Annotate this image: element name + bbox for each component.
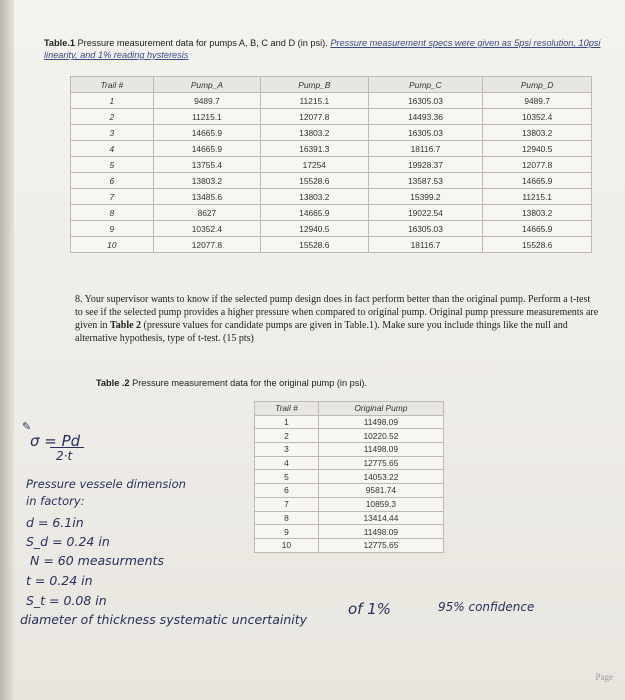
table2-cell: 12775.65 — [318, 456, 443, 470]
table1-cell: 16305.03 — [368, 93, 483, 109]
table1-caption-text: Pressure measurement data for pumps A, B, C and D (in psi). — [74, 38, 328, 48]
handwritten-percent: of 1% — [348, 600, 392, 618]
table2-cell: 1 — [255, 415, 319, 429]
table1-col-0: Trail # — [71, 77, 154, 93]
table-row — [71, 189, 592, 205]
handwritten-n: N = 60 measurments — [30, 553, 164, 568]
table1-cell: 6 — [71, 173, 154, 189]
handwritten-vessel-line2: in factory: — [26, 494, 85, 508]
table1-header-row — [71, 77, 592, 93]
table-row — [71, 157, 592, 173]
table-row — [255, 525, 444, 539]
table2-col-0: Trail # — [255, 402, 319, 416]
handwritten-stress-formula: σ = Pd — [30, 432, 81, 450]
table1-cell: 14665.9 — [261, 205, 368, 221]
table-row — [71, 109, 592, 125]
question-8 — [75, 293, 600, 345]
table1-col-2: Pump_B — [261, 77, 368, 93]
table1-cell: 13755.4 — [153, 157, 260, 173]
table-row — [71, 93, 592, 109]
table1-cell: 9489.7 — [483, 93, 592, 109]
page-edge-shadow — [0, 0, 14, 700]
table2-col-1: Original Pump — [318, 402, 443, 416]
table1-cell: 4 — [71, 141, 154, 157]
fraction-bar — [50, 447, 84, 448]
table2-caption — [96, 378, 367, 388]
table1-cell: 11215.1 — [153, 109, 260, 125]
handwritten-confidence: 95% confidence — [438, 600, 535, 614]
table2-cell: 12775.65 — [318, 538, 443, 552]
table1-cell: 19928.37 — [368, 157, 483, 173]
table-row — [71, 221, 592, 237]
table1-col-3: Pump_C — [368, 77, 483, 93]
table1-cell: 9489.7 — [153, 93, 260, 109]
table-row — [255, 429, 444, 443]
table1-cell: 12077.8 — [153, 237, 260, 253]
table1-cell: 12940.5 — [483, 141, 592, 157]
table1-cell: 13803.2 — [483, 205, 592, 221]
table1-cell: 13803.2 — [261, 125, 368, 141]
table-row — [255, 456, 444, 470]
table1-cell: 11215.1 — [261, 93, 368, 109]
table-row — [71, 173, 592, 189]
table1-cell: 13587.53 — [368, 173, 483, 189]
table1-col-4: Pump_D — [483, 77, 592, 93]
table-row — [255, 511, 444, 525]
table2-cell: 10220.52 — [318, 429, 443, 443]
table1-cell: 14665.9 — [153, 141, 260, 157]
question-table-ref: Table 2 — [110, 320, 142, 331]
table1-cell: 13485.6 — [153, 189, 260, 205]
table1-body — [71, 93, 592, 253]
table1-cell: 18116.7 — [368, 141, 483, 157]
table1-cell: 16391.3 — [261, 141, 368, 157]
question-text: 8. Your supervisor wants to know if the selected pump design does in fact perform better than the original pump. Perform a t-test to see if the selected pump provides a higher pressure when compared to original pump. Original pump pressure measurements are given in — [75, 294, 599, 331]
table1-cell: 12077.8 — [483, 157, 592, 173]
table2-cell: 9 — [255, 525, 319, 539]
handwritten-sd: S_d = 0.24 in — [26, 534, 110, 549]
handwritten-scribble-icon: ✎ — [22, 420, 32, 433]
table1-cell: 8 — [71, 205, 154, 221]
table1-specs-note: Pressure measurement specs were given as 5psi resolution, 10psi linearity, and 1% reading hysteresis — [44, 38, 601, 60]
table1-caption-label: Table.1 — [44, 38, 75, 48]
table2-caption-label: Table .2 — [96, 378, 130, 388]
table2-caption-text: Pressure measurement data for the original pump (in psi). — [129, 378, 367, 388]
table1-cell: 1 — [71, 93, 154, 109]
handwritten-vessel-line1: Pressure vessele dimension — [26, 477, 186, 491]
table1-cell: 16305.03 — [368, 125, 483, 141]
table1-cell: 10352.4 — [483, 109, 592, 125]
table2-cell: 3 — [255, 443, 319, 457]
handwritten-thickness: t = 0.24 in — [26, 573, 93, 588]
table-row — [71, 237, 592, 253]
table1-cell: 10 — [71, 237, 154, 253]
table1-cell: 12077.8 — [261, 109, 368, 125]
table-row — [255, 415, 444, 429]
table1-cell: 2 — [71, 109, 154, 125]
table1-cell: 7 — [71, 189, 154, 205]
handwritten-uncertainty: diameter of thickness systematic uncertainity — [20, 612, 308, 627]
table-row — [255, 497, 444, 511]
table-row — [255, 470, 444, 484]
table2-cell: 8 — [255, 511, 319, 525]
table1-cell: 14665.9 — [483, 173, 592, 189]
table1-cell: 15528.6 — [261, 237, 368, 253]
table2-cell: 7 — [255, 497, 319, 511]
table1-cell: 15528.6 — [261, 173, 368, 189]
table-row — [255, 484, 444, 498]
table2-cell: 11498.09 — [318, 415, 443, 429]
table-row — [71, 141, 592, 157]
table1-cell: 14665.9 — [483, 221, 592, 237]
table2-cell: 6 — [255, 484, 319, 498]
table2 — [254, 401, 444, 553]
table2-cell: 11498.09 — [318, 525, 443, 539]
table2-cell: 11498.09 — [318, 443, 443, 457]
table1-cell: 14665.9 — [153, 125, 260, 141]
table-row — [255, 538, 444, 552]
table2-header-row — [255, 402, 444, 416]
table1-cell: 11215.1 — [483, 189, 592, 205]
table1-cell: 12940.5 — [261, 221, 368, 237]
table1-cell: 14493.36 — [368, 109, 483, 125]
handwritten-denominator: 2·t — [56, 449, 73, 463]
table2-cell: 4 — [255, 456, 319, 470]
table1-caption — [44, 37, 604, 61]
table1-cell: 13803.2 — [153, 173, 260, 189]
page-number-label: Page — [595, 672, 613, 682]
table-row — [71, 125, 592, 141]
table-row — [255, 443, 444, 457]
table1-cell: 19022.54 — [368, 205, 483, 221]
table2-cell: 2 — [255, 429, 319, 443]
table1-col-1: Pump_A — [153, 77, 260, 93]
table1-cell: 18116.7 — [368, 237, 483, 253]
table1-cell: 5 — [71, 157, 154, 173]
table1 — [70, 76, 592, 253]
table1-cell: 13803.2 — [483, 125, 592, 141]
table1-cell: 17254 — [261, 157, 368, 173]
table2-cell: 9581.74 — [318, 484, 443, 498]
table1-cell: 9 — [71, 221, 154, 237]
table2-cell: 13414.44 — [318, 511, 443, 525]
table1-cell: 13803.2 — [261, 189, 368, 205]
table-row — [71, 205, 592, 221]
table1-cell: 8627 — [153, 205, 260, 221]
table2-cell: 5 — [255, 470, 319, 484]
table2-body — [255, 415, 444, 552]
question-text-2: (pressure values for candidate pumps are given in Table.1). Make sure you include things like the null and alternative hypothesis, type of t-test. (15 pts) — [75, 320, 568, 344]
table1-cell: 10352.4 — [153, 221, 260, 237]
table2-cell: 10859.3 — [318, 497, 443, 511]
table2-cell: 14053.22 — [318, 470, 443, 484]
handwritten-diameter: d = 6.1in — [26, 515, 84, 530]
table1-cell: 15528.6 — [483, 237, 592, 253]
table1-cell: 16305.03 — [368, 221, 483, 237]
table2-cell: 10 — [255, 538, 319, 552]
table1-cell: 15399.2 — [368, 189, 483, 205]
handwritten-st: S_t = 0.08 in — [26, 593, 107, 608]
table1-cell: 3 — [71, 125, 154, 141]
